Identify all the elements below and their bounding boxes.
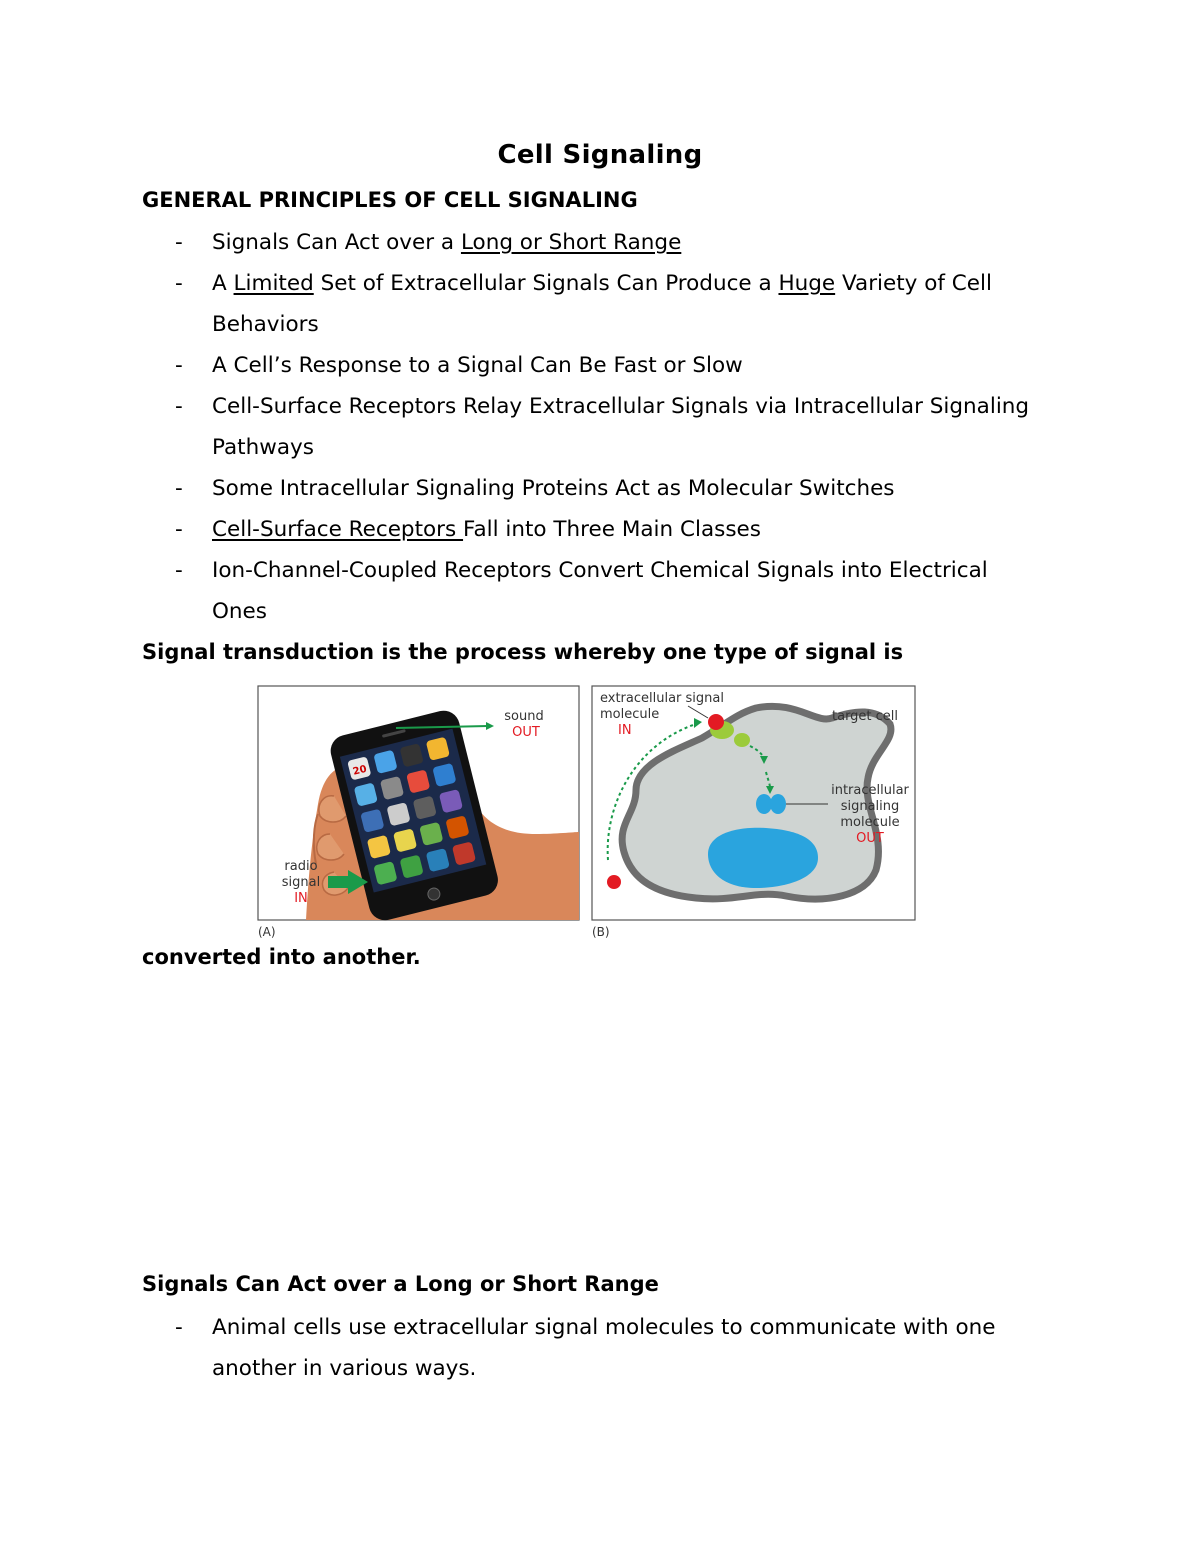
list-item-text: Variety of Cell Behaviors	[212, 271, 992, 337]
out-label-a: OUT	[512, 725, 540, 740]
range-list	[0, 1307, 1200, 1389]
panel-a-phone-illustration	[258, 686, 579, 939]
calendar-day-text: 20	[351, 763, 368, 778]
bullet-dash: -	[175, 558, 183, 583]
radio-label: radio	[284, 859, 318, 874]
in-label-a: IN	[294, 891, 308, 906]
underlined-text: Limited	[233, 271, 314, 296]
list-item-text: Cell-Surface Receptors Relay Extracellular Signals via Intracellular Signaling Pathways	[212, 394, 1030, 460]
bullet-dash: -	[175, 1315, 183, 1340]
bullet-dash: -	[175, 271, 183, 296]
list-item	[0, 1307, 1032, 1389]
signal-label: signal	[281, 875, 321, 890]
underlined-text: Cell-Surface Receptors	[212, 517, 464, 542]
out-label-b: OUT	[856, 831, 884, 846]
list-item-text: Ion-Channel-Coupled Receptors Convert Chemical Signals into Electrical Ones	[212, 558, 988, 624]
extracellular-label-line2: molecule	[600, 707, 660, 722]
extracellular-label-line1: extracellular signal	[600, 691, 724, 706]
intracellular-label-line2: signaling	[840, 799, 900, 814]
list-item	[0, 345, 1032, 386]
intracellular-label-line3: molecule	[840, 815, 900, 830]
bullet-dash: -	[175, 230, 183, 255]
list-item-text: A	[212, 271, 234, 296]
transduction-definition-line2: converted into another.	[142, 945, 421, 969]
panel-b-label: (B)	[592, 925, 610, 939]
list-item	[0, 222, 1032, 263]
target-cell-label: target cell	[832, 709, 899, 724]
transduction-definition-line1: Signal transduction is the process whereby one type of signal is	[142, 640, 904, 664]
list-item-text: Set of Extracellular Signals Can Produce a	[313, 271, 779, 296]
list-item	[0, 509, 1032, 550]
underlined-text: Long or Short Range	[460, 230, 682, 255]
list-item	[0, 263, 1032, 345]
intracellular-label-line1: intracellular	[831, 783, 909, 798]
list-item-text: Animal cells use extracellular signal molecules to communicate with one another in various ways.	[212, 1315, 996, 1381]
signal-transduction-figure	[256, 684, 920, 944]
list-item-text: Signals Can Act over a	[212, 230, 461, 255]
panel-b-cell-illustration	[592, 686, 915, 939]
bullet-dash: -	[175, 353, 183, 378]
panel-a-label: (A)	[258, 925, 276, 939]
list-item	[0, 550, 1032, 632]
section-heading-general-principles: GENERAL PRINCIPLES OF CELL SIGNALING	[142, 188, 638, 212]
sound-label: sound	[504, 709, 544, 724]
principles-list	[0, 222, 1200, 632]
list-item-text: A Cell’s Response to a Signal Can Be Fast or Slow	[212, 353, 743, 378]
bullet-dash: -	[175, 394, 183, 419]
in-label-b: IN	[618, 723, 632, 738]
page-title: Cell Signaling	[497, 140, 703, 170]
underlined-text: Huge	[778, 271, 836, 296]
list-item-text: Fall into Three Main Classes	[463, 517, 761, 542]
section-heading-long-short-range: Signals Can Act over a Long or Short Range	[142, 1272, 659, 1296]
nucleus-shape	[708, 828, 818, 888]
list-item	[0, 468, 1032, 509]
bullet-dash: -	[175, 517, 183, 542]
bullet-dash: -	[175, 476, 183, 501]
list-item-text: Some Intracellular Signaling Proteins Act as Molecular Switches	[212, 476, 895, 501]
list-item	[0, 386, 1032, 468]
